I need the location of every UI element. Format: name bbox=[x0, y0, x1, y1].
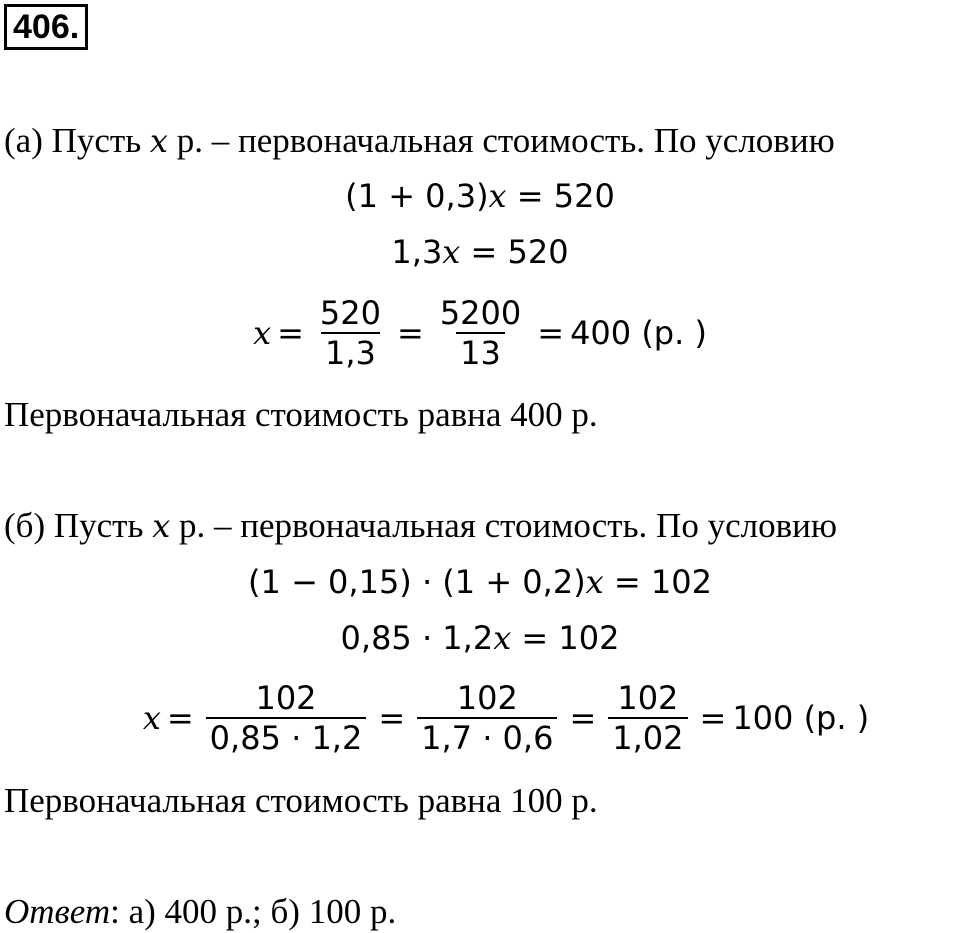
part-a-equation-2: 1,3x = 520 bbox=[391, 233, 569, 271]
part-b-equation-1: (1 − 0,15) ⋅ (1 + 0,2)x = 102 bbox=[248, 563, 712, 601]
problem-number: 406. bbox=[4, 4, 88, 50]
part-b-equation-3: x = $\frac{102}{0,85 \cdot 1,2}$ = $\frac{102}{1,7 \cdot 0,6}$ = $\frac{102}{1,02}$ = 100 (р. ) bbox=[142, 679, 870, 757]
fraction: $\frac{5200}{13}$ bbox=[439, 294, 522, 372]
fraction: $\frac{520}{1,3}$ bbox=[319, 294, 381, 372]
part-b-conclusion: Первоначальная стоимость равна 100 р. bbox=[4, 781, 598, 820]
fraction: $\frac{102}{1,7 \cdot 0,6}$ bbox=[417, 679, 557, 757]
variable-x: x bbox=[149, 122, 168, 160]
part-a-conclusion: Первоначальная стоимость равна 400 р. bbox=[4, 395, 598, 434]
part-b-intro: (б) Пусть x р. – первоначальная стоимость. По условию bbox=[4, 506, 837, 545]
answer bbox=[4, 892, 396, 932]
part-a-equation-3: x = $\frac{520}{1,3}$ = $\frac{5200}{13}$ = 400 (р. ) bbox=[253, 294, 707, 372]
part-a-intro: (а) Пусть x р. – первоначальная стоимость. По условию bbox=[4, 121, 835, 160]
part-b-equation-2: 0,85 ⋅ 1,2x = 102 bbox=[340, 619, 620, 657]
answer-text: : а) 400 р.; б) 100 р. bbox=[110, 892, 397, 931]
part-a-equation-1: (1 + 0,3)x = 520 bbox=[345, 177, 615, 215]
fraction: $\frac{102}{1,02}$ bbox=[608, 679, 687, 757]
answer-label: Ответ bbox=[4, 892, 111, 931]
fraction: $\frac{102}{0,85 \cdot 1,2}$ bbox=[206, 679, 367, 757]
variable-x: x bbox=[152, 507, 171, 545]
